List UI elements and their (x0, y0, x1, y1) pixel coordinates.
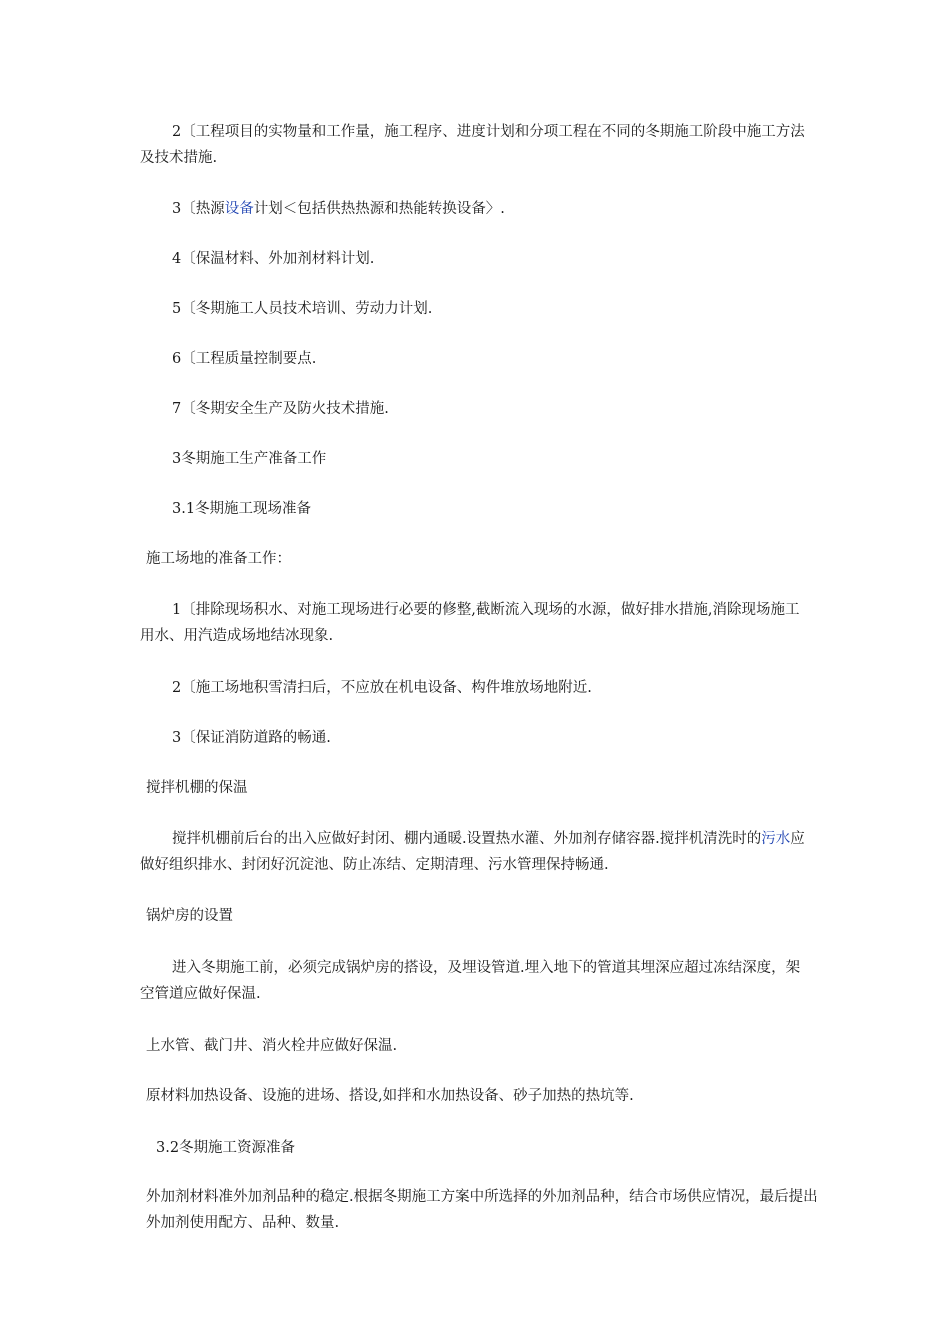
paragraph-text: 外加剂材料准外加剂品种的稳定.根据冬期施工方案中所选择的外加剂品种，结合市场供应情况，最后提出外加剂使用配方、品种、数量. (146, 1189, 818, 1231)
paragraph-plan-item-4 (140, 246, 812, 272)
heading-text: 锅炉房的设置 (146, 908, 233, 924)
paragraph-text: 2〔施工场地积雪清扫后，不应放在机电设备、构件堆放场地附近. (172, 680, 592, 696)
paragraph-plan-item-3 (140, 196, 812, 222)
paragraph-site-item-2 (140, 675, 812, 701)
paragraph-admixture (140, 1184, 818, 1236)
paragraph-site-item-1 (140, 597, 812, 649)
paragraph-mixer-shed (140, 826, 812, 878)
paragraph-boiler-room (140, 955, 812, 1007)
heading-text: 3.2冬期施工资源准备 (156, 1140, 296, 1156)
paragraph-text: 7〔冬期安全生产及防火技术措施. (172, 401, 389, 417)
heading-text: 3冬期施工生产准备工作 (172, 451, 327, 467)
section-heading-3-2 (140, 1135, 812, 1161)
paragraph-plan-item-2 (140, 119, 812, 171)
paragraph-text: 2〔工程项目的实物量和工作量，施工程序、进度计划和分项工程在不同的冬期施工阶段中施工方法及技术措施. (140, 124, 805, 166)
heading-text: 搅拌机棚的保温 (146, 780, 248, 796)
heading-text: 3.1冬期施工现场准备 (172, 501, 312, 517)
equipment-link[interactable]: 设备 (224, 201, 254, 217)
paragraph-site-item-3 (140, 725, 812, 751)
paragraph-text: 应做好组织排水、封闭好沉淀池、防止冻结、定期清理、污水管理保持畅通. (140, 831, 805, 873)
paragraph-text: 4〔保温材料、外加剂材料计划. (172, 251, 375, 267)
paragraph-text: 进入冬期施工前，必须完成锅炉房的搭设，及埋设管道.埋入地下的管道其埋深应超过冻结深度，架空管道应做好保温. (140, 960, 801, 1002)
subheading-mixer-shed (140, 775, 818, 801)
paragraph-plan-item-7 (140, 396, 812, 422)
paragraph-water-pipes (140, 1033, 818, 1059)
subheading-site-prep (140, 546, 818, 572)
paragraph-text: 原材料加热设备、设施的进场、搭设,如拌和水加热设备、砂子加热的热坑等. (146, 1088, 634, 1104)
paragraph-text: 1〔排除现场积水、对施工现场进行必要的修整,截断流入现场的水源，做好排水措施,消除现场施工用水、用汽造成场地结冰现象. (140, 602, 800, 644)
paragraph-text: 6〔工程质量控制要点. (172, 351, 317, 367)
paragraph-text: 搅拌机棚前后台的出入应做好封闭、棚内通暖.设置热水灌、外加剂存储容器.搅拌机清洗时的 (172, 831, 762, 847)
sewage-link[interactable]: 污水 (761, 831, 791, 847)
paragraph-text: 上水管、截门井、消火栓井应做好保温. (146, 1038, 398, 1054)
paragraph-plan-item-6 (140, 346, 812, 372)
paragraph-heating-equipment (140, 1083, 818, 1109)
heading-text: 施工场地的准备工作： (146, 551, 291, 567)
section-heading-3-1 (140, 496, 812, 522)
section-heading-3 (140, 446, 812, 472)
paragraph-text: 5〔冬期施工人员技术培训、劳动力计划. (172, 301, 433, 317)
paragraph-text: 3〔热源 (172, 201, 225, 217)
subheading-boiler-room (140, 903, 818, 929)
paragraph-plan-item-5 (140, 296, 812, 322)
paragraph-text: 3〔保证消防道路的畅通. (172, 730, 331, 746)
paragraph-text: 计划＜包括供热热源和热能转换设备〉. (253, 201, 505, 217)
